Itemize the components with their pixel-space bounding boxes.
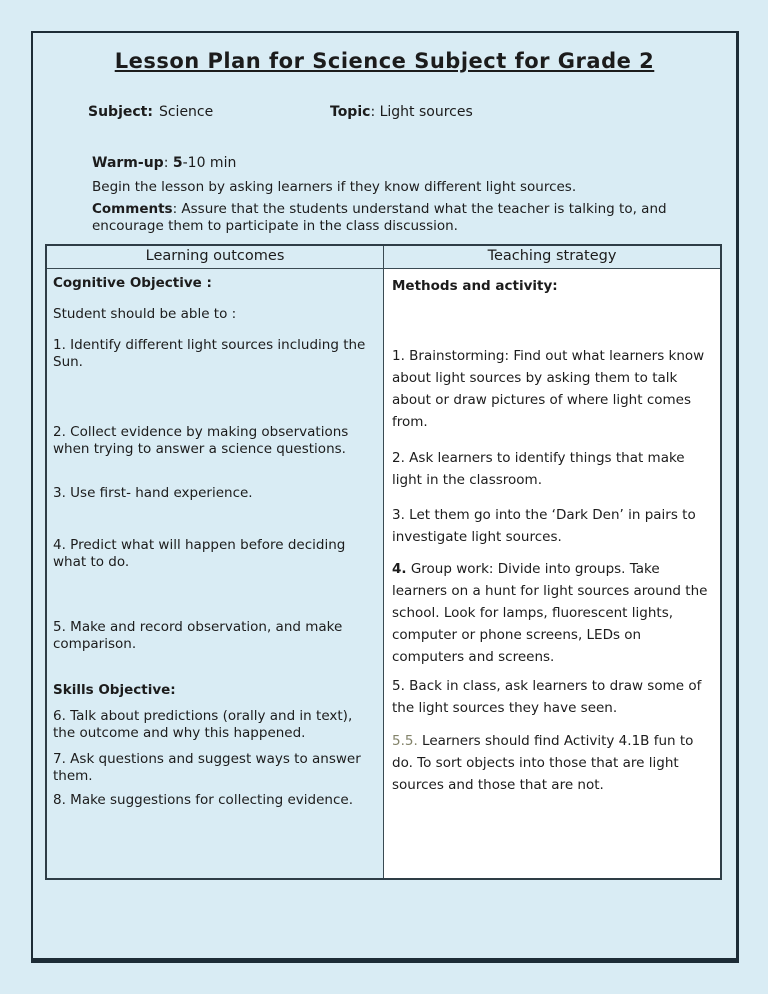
cognitive-objective-heading: Cognitive Objective : (53, 274, 212, 291)
outcome-item-1: 1. Identify different light sources including the Sun. (53, 336, 366, 370)
strategy-item-5-5-text: Learners should find Activity 4.1B fun to do. To sort objects into those that are light sources and those that are not. (392, 732, 694, 793)
skills-objective-heading: Skills Objective: (53, 681, 176, 698)
warmup-minutes-rest: -10 min (182, 155, 237, 171)
topic-value: : Light sources (370, 104, 473, 120)
comments-label: Comments (92, 201, 173, 217)
comments-text: : Assure that the students understand what the teacher is talking to, and encourage them to participate in the class discussion. (92, 201, 667, 234)
strategy-item-5-5-number: 5.5. (392, 732, 418, 749)
subject-value: Science (158, 104, 214, 120)
strategy-item-4-number: 4. (392, 560, 407, 577)
comments-line (92, 201, 702, 235)
topic-field (330, 104, 473, 120)
outcome-item-6: 6. Talk about predictions (orally and in text), the outcome and why this happened. (53, 707, 353, 741)
header-teaching-strategy: Teaching strategy (384, 245, 722, 268)
outcome-item-4: 4. Predict what will happen before deciding what to do. (53, 536, 346, 570)
table-body-row (46, 268, 721, 879)
strategy-item-4-text: Group work: Divide into groups. Take learners on a hunt for light sources around the school. Look for lamps, fluorescent lights, computer or phone screens, LEDs on computers and screens. (392, 560, 708, 665)
page-title: Lesson Plan for Science Subject for Grade 2 (114, 49, 655, 73)
strategy-item-4 (392, 558, 712, 668)
subject-field (88, 104, 213, 120)
subject-label: Subject: (88, 104, 153, 120)
strategy-item-3: 3. Let them go into the ‘Dark Den’ in pairs to investigate light sources. (392, 506, 696, 545)
warmup-line (92, 155, 736, 171)
header-learning-outcomes: Learning outcomes (46, 245, 384, 268)
left-intro: Student should be able to : (53, 305, 237, 322)
strategy-item-2: 2. Ask learners to identify things that make light in the classroom. (392, 449, 685, 488)
warmup-label: Warm-up (92, 155, 164, 171)
strategy-item-5-5 (392, 730, 712, 796)
strategy-item-5: 5. Back in class, ask learners to draw some of the light sources they have seen. (392, 677, 702, 716)
table-header-row (46, 245, 721, 268)
teaching-strategy-cell (384, 268, 722, 879)
warmup-separator: : (163, 155, 173, 171)
warmup-description: Begin the lesson by asking learners if they know different light sources. (92, 179, 577, 195)
document-page (31, 31, 739, 963)
outcome-item-7: 7. Ask questions and suggest ways to answer them. (53, 750, 361, 784)
topic-label: Topic (330, 104, 371, 120)
learning-outcomes-cell (46, 268, 384, 879)
outcome-item-8: 8. Make suggestions for collecting evidence. (53, 791, 353, 808)
outcome-item-5: 5. Make and record observation, and make comparison. (53, 618, 343, 652)
meta-row (33, 104, 736, 122)
outcome-item-2: 2. Collect evidence by making observations when trying to answer a science questions. (53, 423, 349, 457)
strategy-item-1: 1. Brainstorming: Find out what learners know about light sources by asking them to talk about or draw pictures of where light comes from. (392, 347, 705, 430)
methods-activity-heading: Methods and activity: (392, 277, 558, 294)
warmup-minutes-bold: 5 (172, 155, 183, 171)
lesson-plan-table (45, 244, 722, 880)
outcome-item-3: 3. Use first- hand experience. (53, 484, 253, 501)
